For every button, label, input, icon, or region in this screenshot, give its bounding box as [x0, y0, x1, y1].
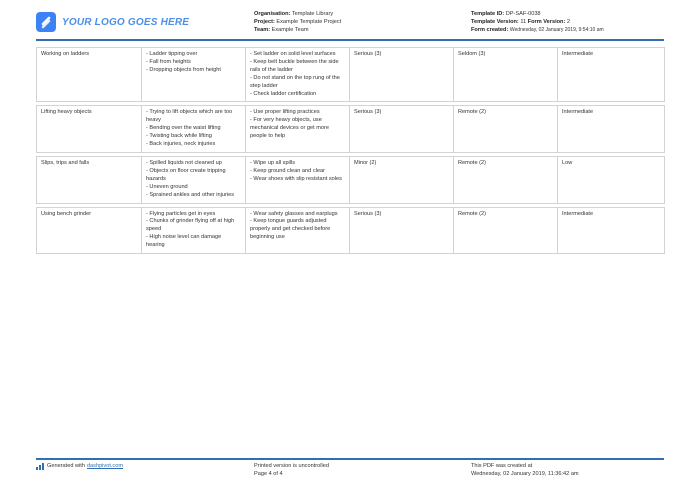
pdf-created: This PDF was created at Wednesday, 02 January 2019, 11:36:42 am: [471, 463, 579, 477]
consequence-cell-text: Serious (3): [354, 109, 382, 116]
controls-cell-text: - Wear safety glasses and earplugs - Keep tongue guards adjusted properly and get checked before beginning use: [250, 210, 338, 241]
controls-cell: [246, 207, 350, 254]
activity-cell: [37, 207, 142, 254]
controls-cell: [246, 106, 350, 153]
consequence-cell: [350, 48, 454, 102]
likelihood-cell: [454, 106, 558, 153]
activity-cell-text: Slips, trips and falls: [41, 159, 90, 166]
table-row: [37, 156, 665, 203]
activity-cell-text: Working on ladders: [41, 51, 90, 57]
header-divider: [36, 39, 664, 41]
team-value: Example Team: [271, 27, 309, 33]
hazards-cell: [142, 207, 246, 254]
activity-cell: [37, 156, 142, 203]
activity-cell: [37, 106, 142, 153]
activity-cell: [37, 48, 142, 102]
hazards-cell-text: - Flying particles get in eyes - Chunks of grinder flying off at high speed - High noise level can damage hearing: [146, 210, 235, 249]
risk-rating-cell: [558, 106, 665, 153]
activity-cell-text: Lifting heavy objects: [41, 109, 92, 116]
likelihood-cell-text: Remote (2): [458, 109, 486, 116]
template-meta: Template ID: DP-SAF-0038 Template Version: 11 Form Version: 2 Form created: Wednesday, 02 January 2019, 9:54:10 am: [471, 11, 604, 33]
print-notice: Printed version is uncontrolled Page 4 of 4: [254, 463, 329, 477]
consequence-cell-text: Minor (2): [354, 159, 377, 166]
likelihood-cell: [454, 156, 558, 203]
footer-divider: [36, 458, 664, 460]
likelihood-cell-text: Remote (2): [458, 159, 486, 166]
risk-rating-cell: [558, 156, 665, 203]
activity-cell-text: Using bench grinder: [41, 210, 92, 217]
likelihood-cell-text: Seldom (3): [458, 51, 486, 57]
generated-with: Generated with dashpivot.com: [36, 462, 123, 470]
hazards-cell: [142, 48, 246, 102]
controls-cell: [246, 156, 350, 203]
controls-cell-text: - Use proper lifting practices - For very heavy objects, use mechanical devices or get more people to help: [250, 109, 329, 140]
form-created-value: Wednesday, 02 January 2019, 9:54:10 am: [509, 27, 604, 33]
logo-mark-icon: [36, 12, 56, 32]
hazards-cell-text: - Ladder tipping over - Fall from heights - Dropping objects from height: [146, 51, 221, 73]
organisation-meta: Organisation: Template Library Project: Example Template Project Team: Example Team: [254, 11, 342, 33]
controls-cell-text: - Wipe up all spills - Keep ground clean and clear - Wear shoes with slip resistant soles: [250, 159, 342, 182]
template-version-value: 11: [520, 19, 527, 25]
page-number: Page 4 of 4: [254, 471, 283, 477]
dashpivot-link[interactable]: dashpivot.com: [86, 463, 124, 469]
risk-rating-cell-text: Intermediate: [562, 210, 594, 217]
organisation-value: Template Library: [291, 11, 334, 17]
risk-rating-cell: [558, 207, 665, 254]
hazards-cell: [142, 156, 246, 203]
risk-rating-cell-text: Intermediate: [562, 109, 594, 116]
bar-chart-icon: [36, 463, 44, 470]
form-version-value: 2: [566, 19, 571, 25]
consequence-cell: [350, 106, 454, 153]
project-value: Example Template Project: [276, 19, 342, 25]
consequence-cell-text: Serious (3): [354, 51, 382, 57]
consequence-cell: [350, 207, 454, 254]
template-id-value: DP-SAF-0038: [505, 11, 541, 17]
table-row: [37, 48, 665, 102]
likelihood-cell: [454, 48, 558, 102]
consequence-cell-text: Serious (3): [354, 210, 382, 217]
pdf-created-value: Wednesday, 02 January 2019, 11:36:42 am: [471, 471, 579, 477]
table-row: [37, 207, 665, 254]
consequence-cell: [350, 156, 454, 203]
likelihood-cell-text: Remote (2): [458, 210, 486, 217]
risk-rating-cell-text: Intermediate: [562, 51, 594, 57]
hazards-cell-text: - Trying to lift objects which are too heavy - Bending over the waist lifting - Twisting back while lifting - Back injuries, neck injuries: [146, 109, 233, 148]
controls-cell-text: - Set ladder on solid level surfaces - Keep belt buckle between the side rails of the ladder - Do not stand on the top rung of the step ladder - Check ladder certification: [250, 51, 340, 97]
hazards-cell: [142, 106, 246, 153]
hazards-cell-text: - Spilled liquids not cleaned up - Objects on floor create tripping hazards - Uneven ground - Sprained ankles and other injuries: [146, 159, 234, 198]
table-row: [37, 106, 665, 153]
page-header: [36, 10, 664, 38]
logo-text: YOUR LOGO GOES HERE: [62, 16, 190, 28]
risk-rating-cell: [558, 48, 665, 102]
company-logo: [36, 12, 189, 32]
risk-rating-cell-text: Low: [562, 159, 573, 166]
likelihood-cell: [454, 207, 558, 254]
controls-cell: [246, 48, 350, 102]
risk-assessment-table: [36, 47, 665, 254]
